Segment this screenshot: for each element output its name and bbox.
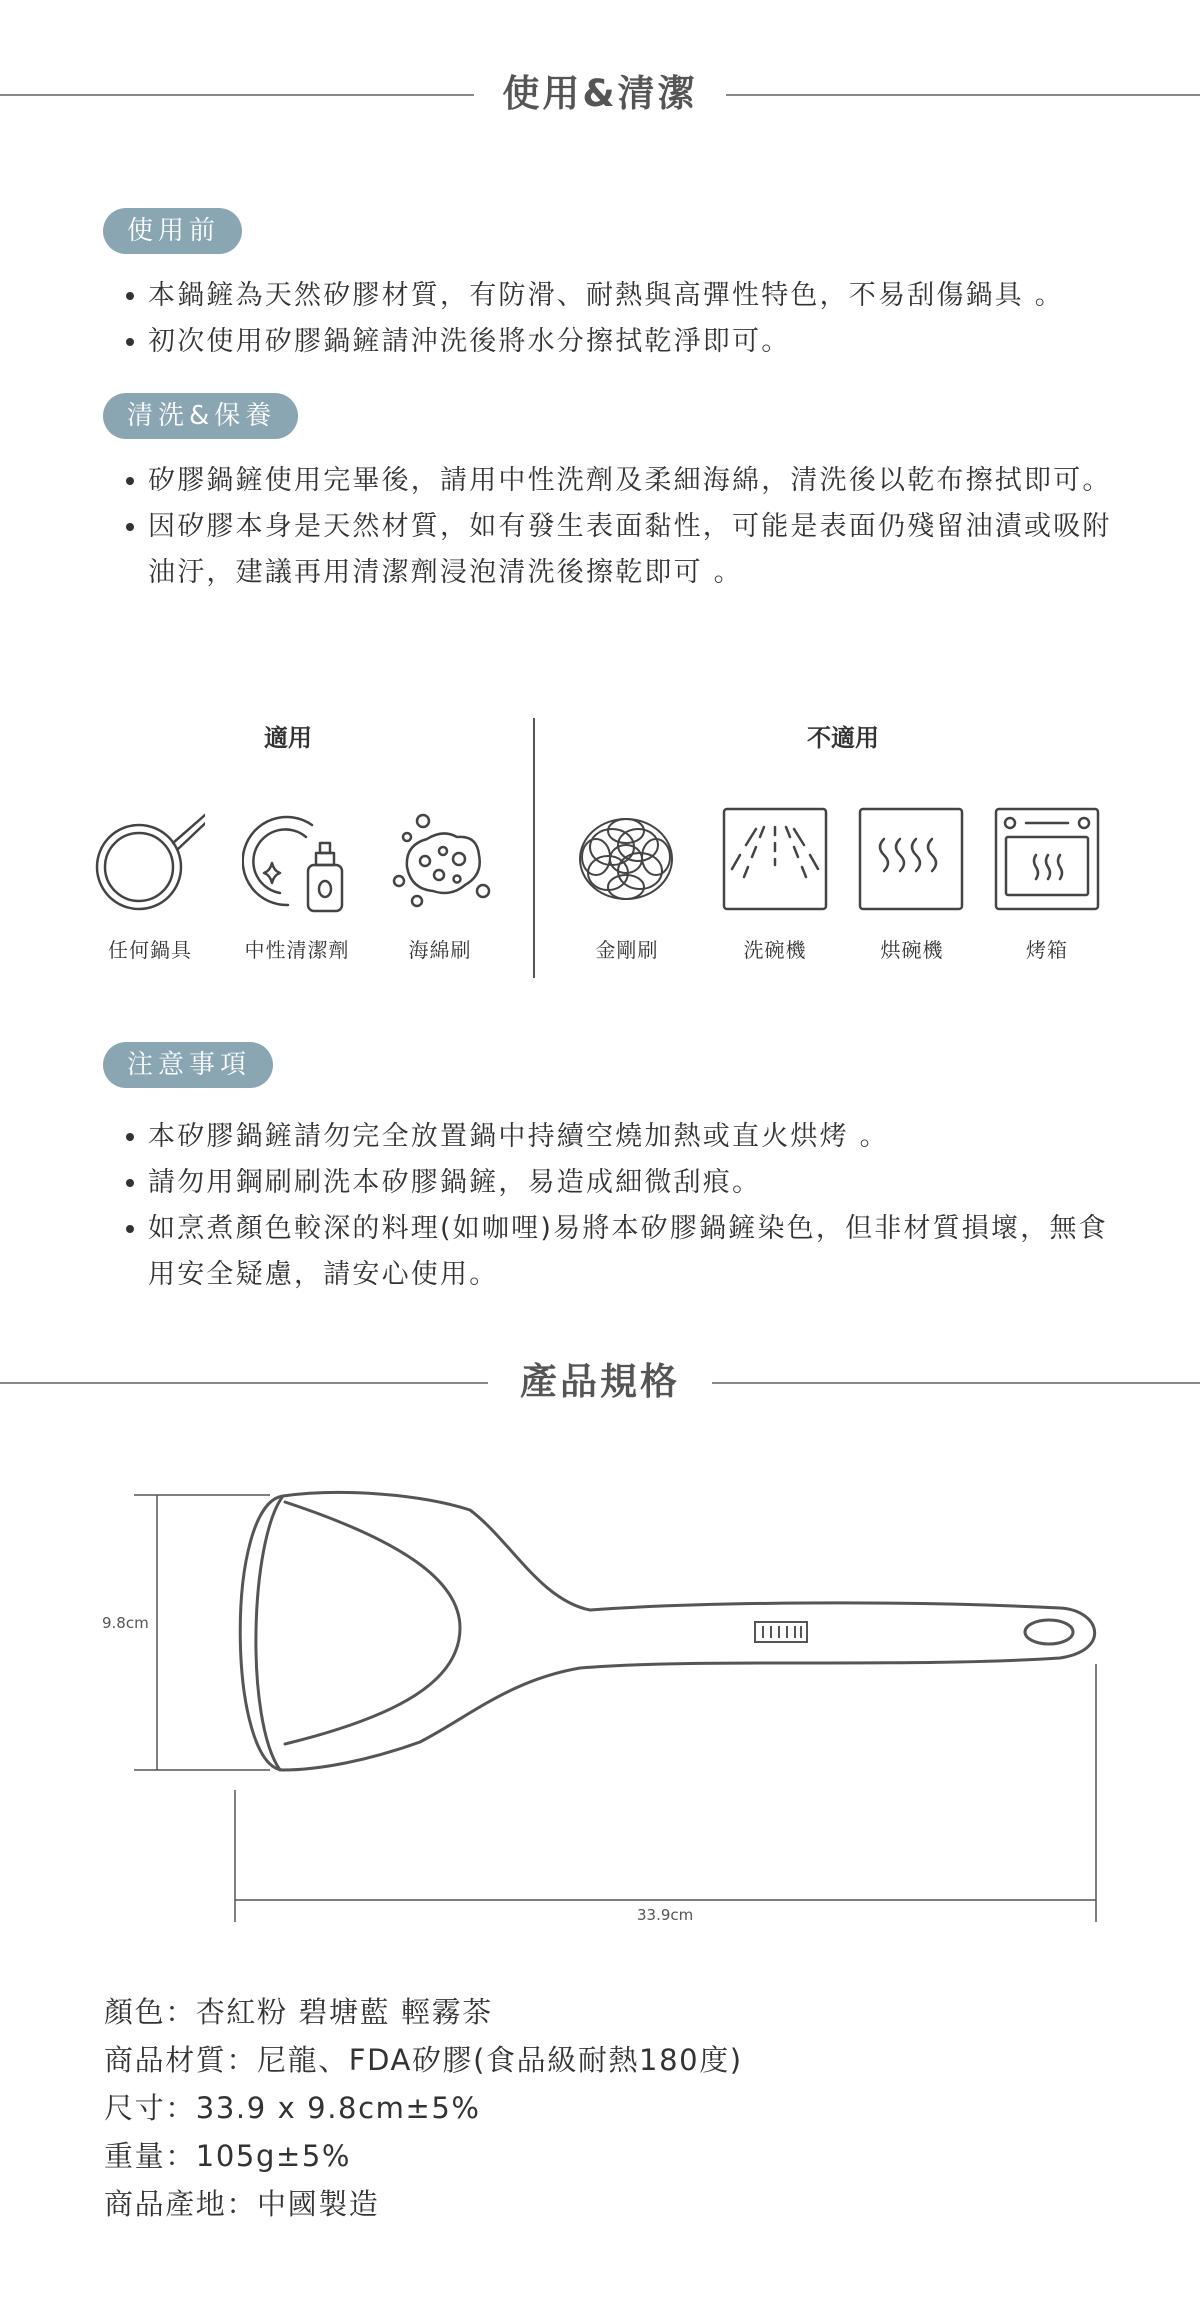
dishwasher-icon: [720, 805, 830, 915]
list-item: 本鍋鏟為天然矽膠材質，有防滑、耐熱與高彈性特色，不易刮傷鍋具 。: [124, 273, 1124, 319]
notice-list: [124, 1114, 1124, 1298]
notice-pill: 注意事項: [103, 1042, 273, 1088]
height-label: 9.8cm: [102, 1614, 149, 1632]
list-item: 請勿用鋼刷刷洗本矽膠鍋鏟，易造成細微刮痕。: [124, 1160, 1124, 1206]
sponge-icon: [387, 805, 497, 915]
before-use-list: [124, 273, 1124, 365]
spatula-drawing: [0, 1480, 1200, 1980]
list-item: 本矽膠鍋鏟請勿完全放置鍋中持續空燒加熱或直火烘烤 。: [124, 1114, 1124, 1160]
spec-origin: 商品產地：中國製造: [104, 2187, 380, 2221]
section-title-specs: [0, 1352, 1200, 1412]
icon-label: 任何鍋具: [108, 938, 192, 962]
length-label: 33.9cm: [637, 1906, 694, 1924]
blade-front: [256, 1496, 283, 1770]
oven-icon: [992, 805, 1102, 915]
before-use-pill: 使用前: [103, 208, 242, 254]
list-item: 如烹煮顏色較深的料理(如咖哩)易將本矽膠鍋鏟染色，但非材質損壞，無食用安全疑慮，請安心使用。: [124, 1206, 1124, 1298]
hang-hole: [1025, 1620, 1073, 1644]
list-item: 初次使用矽膠鍋鏟請沖洗後將水分擦拭乾淨即可。: [124, 319, 1124, 365]
list-item: 矽膠鍋鏟使用完畢後，請用中性洗劑及柔細海綿，清洗後以乾布擦拭即可。: [124, 458, 1124, 504]
pan-icon: [95, 805, 205, 915]
section-title-text: 使用&清潔: [502, 72, 698, 115]
dish-dryer-icon: [856, 805, 966, 915]
section-title-text: 產品規格: [520, 1360, 680, 1403]
spec-material: 商品材質：尼龍、FDA矽膠(食品級耐熱180度): [104, 2043, 743, 2077]
blade-inner: [285, 1502, 460, 1744]
icon-label: 海綿刷: [408, 938, 472, 962]
icon-label: 中性清潔劑: [244, 938, 350, 962]
spec-weight: 重量：105g±5%: [104, 2139, 352, 2173]
detergent-icon: [242, 805, 352, 915]
icon-label: 烤箱: [1026, 938, 1068, 962]
list-item: 因矽膠本身是天然材質，如有發生表面黏性，可能是表面仍殘留油漬或吸附油汙，建議再用清潔劑浸泡清洗後擦乾即可 。: [124, 504, 1124, 596]
cleaning-care-list: [124, 458, 1124, 596]
icon-label: 烘碗機: [880, 938, 944, 962]
icon-label: 金剛刷: [595, 938, 659, 962]
spec-color: 顏色：杏紅粉 碧塘藍 輕霧茶: [104, 1995, 493, 2029]
section-title-usage: [0, 64, 1200, 124]
cleaning-care-pill: 清洗&保養: [103, 393, 298, 439]
unsuitable-heading: 不適用: [807, 724, 879, 752]
steel-wool-icon: [572, 805, 682, 915]
icon-label: 洗碗機: [743, 938, 807, 962]
spec-size: 尺寸：33.9 x 9.8cm±5%: [104, 2091, 481, 2125]
suitable-heading: 適用: [264, 724, 312, 752]
column-divider: [533, 718, 535, 978]
